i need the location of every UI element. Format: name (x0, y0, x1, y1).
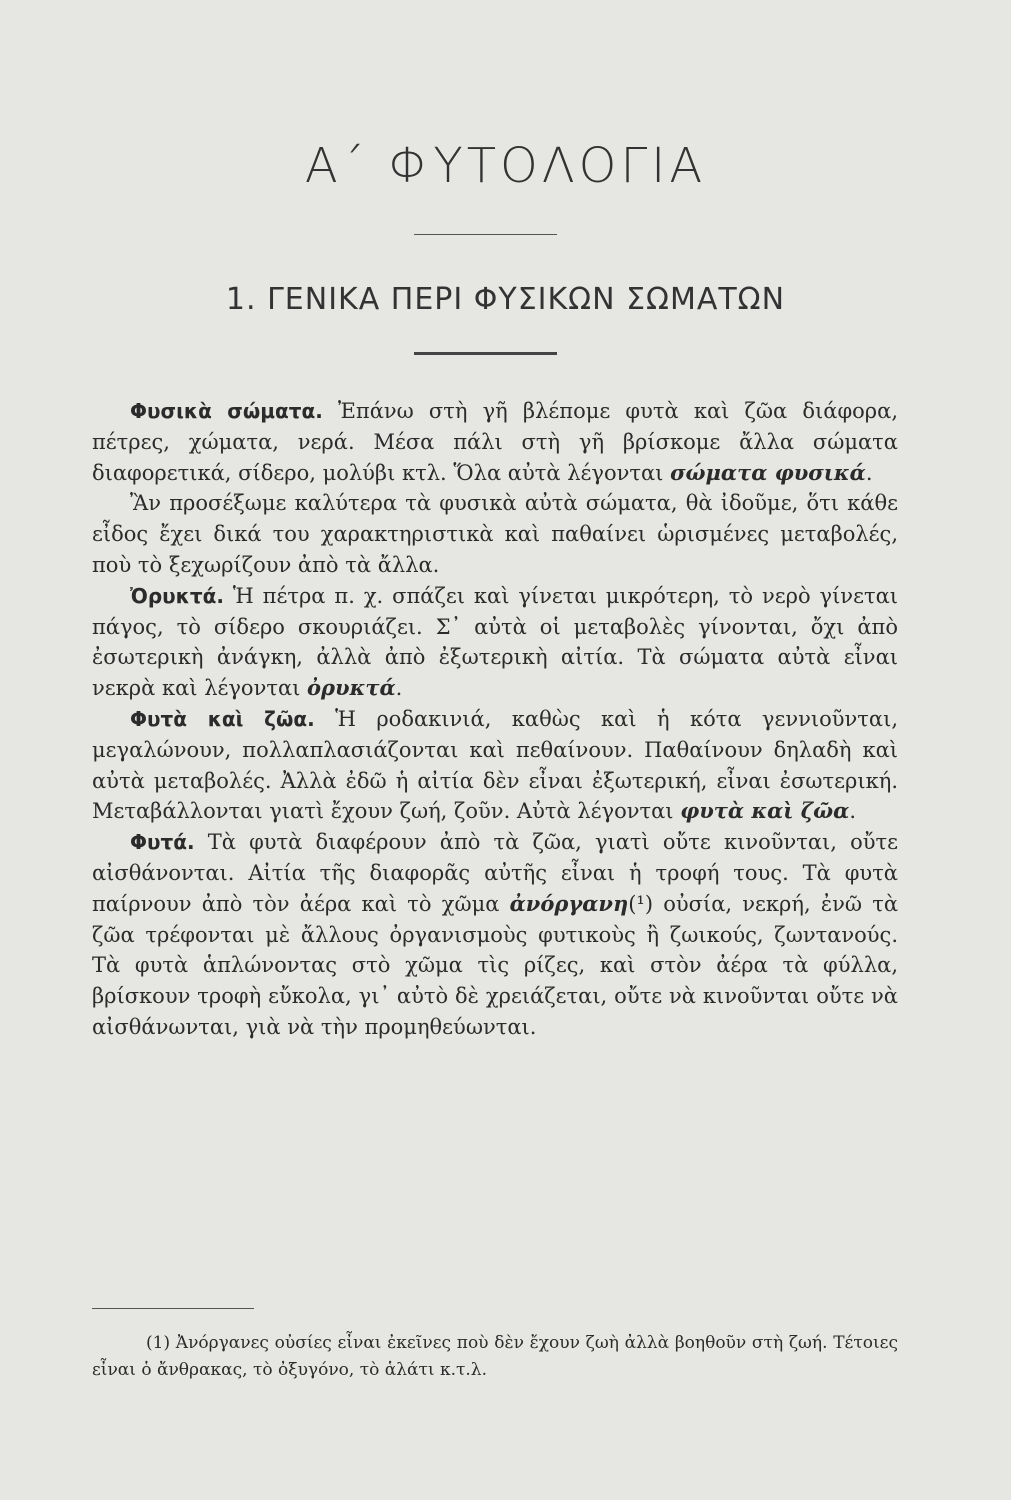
key-term: σώματα φυσικά (670, 459, 866, 485)
paragraph-lead: Ὀρυκτά. (130, 583, 224, 608)
chapter-divider (414, 234, 557, 235)
paragraph-text-continued: οὐσία, νεκρή, ἐνῶ τὰ ζῶα τρέφονται μὲ ἄλλους ὀργανισμοὺς φυτικοὺς ἢ ζωικούς, ζωντανούς. Τὰ φυτὰ ἁπλώνοντας στὸ χῶμα τὶς ρίζες, καὶ στὸν ἀέρα τὰ φύλλα, βρίσκουν τροφὴ εὔκολα, γι᾽ αὐτὸ δὲ χρειάζεται, οὔτε νὰ κινοῦνται οὔτε νὰ αἰσθάνωνται, γιὰ νὰ τὴν προμηθεύωνται. (92, 891, 899, 1039)
paragraph-end: . (395, 676, 403, 701)
paragraph-text: Ἐπάνω στὴ γῆ βλέπομε φυτὰ καὶ ζῶα διάφορα, πέτρες, χώματα, νερά. Μέσα πάλι στὴ γῆ βρίσκομε ἄλλα σώματα διαφορετικά, σίδερο, μολύβι κτλ. Ὅλα αὐτὰ λέγονται (92, 399, 899, 485)
paragraph-plants-animals (92, 704, 898, 827)
footnote (92, 1330, 898, 1384)
paragraph-text: Ἡ πέτρα π. χ. σπάζει καὶ γίνεται μικρότερη, τὸ νερὸ γίνεται πάγος, τὸ σίδερο σκουριάζει. Σ᾽ αὐτὰ οἱ μεταβολὲς γίνονται, ὄχι ἀπὸ ἐσωτερικὴ ἀνάγκη, ἀλλὰ ἀπὸ ἐξωτερικὴ αἰτία. Τὰ σώματα αὐτὰ εἶναι νεκρὰ καὶ λέγονται (92, 583, 898, 701)
paragraph-plants (92, 827, 898, 1043)
footnote-text: (1) Ἀνόργανες οὐσίες εἶναι ἐκεῖνες ποὺ δὲν ἔχουν ζωὴ ἀλλὰ βοηθοῦν στὴ ζωή. Τέτοιες εἶναι ὁ ἄνθρακας, τὸ ὀξυγόνο, τὸ ἁλάτι κ.τ.λ. (92, 1333, 898, 1380)
paragraph-text: Τὰ φυτὰ διαφέρουν ἀπὸ τὰ ζῶα, γιατὶ οὔτε κινοῦνται, οὔτε αἰσθάνονται. Αἰτία τῆς διαφορᾶς αὐτῆς εἶναι ἡ τροφή τους. Τὰ φυτὰ παίρνουν ἀπὸ τὸν ἀέρα καὶ τὸ χῶμα (92, 830, 898, 916)
chapter-title: Α΄ ΦΥΤΟΛΟΓΙΑ (304, 138, 707, 194)
section-divider (414, 352, 557, 355)
body-text (92, 396, 898, 1043)
footnote-divider (92, 1308, 254, 1309)
paragraph-end: . (865, 460, 873, 485)
paragraph-end: . (849, 799, 857, 824)
paragraph-lead: Φυτά. (130, 830, 195, 855)
footnote-ref[interactable]: (¹) (628, 891, 654, 916)
paragraph-lead: Φυσικὰ σώματα. (130, 399, 323, 423)
paragraph-minerals (92, 581, 898, 704)
paragraph-physical-bodies (92, 396, 898, 488)
key-term: φυτὰ καὶ ζῶα (680, 798, 850, 824)
paragraph-text: Ἂν προσέξωμε καλύτερα τὰ φυσικὰ αὐτὰ σώματα, θὰ ἰδοῦμε, ὅτι κάθε εἶδος ἔχει δικά του χαρακτηριστικὰ καὶ παθαίνει ὡρισμένες μεταβολές, ποὺ τὸ ξεχωρίζουν ἀπὸ τὰ ἄλλα. (92, 491, 898, 577)
key-term: ἀνόργανη (509, 890, 629, 916)
section-title: 1. ΓΕΝΙΚΑ ΠΕΡΙ ΦΥΣΙΚΩΝ ΣΩΜΑΤΩΝ (225, 282, 786, 317)
paragraph-text: Ἡ ροδακινιά, καθὼς καὶ ἡ κότα γεννιοῦνται, μεγαλώνουν, πολλαπλασιάζονται καὶ πεθαίνουν. Παθαίνουν δηλαδὴ καὶ αὐτὰ μεταβολές. Ἀλλὰ ἐδῶ ἡ αἰτία δὲν εἶναι ἐξωτερική, εἶναι ἐσωτερική. Μεταβάλλονται γιατὶ ἔχουν ζωή, ζοῦν. Αὐτὰ λέγονται (92, 706, 898, 824)
paragraph-lead: Φυτὰ καὶ ζῶα. (130, 706, 315, 731)
key-term: ὀρυκτά (307, 675, 396, 701)
paragraph-observation (92, 488, 898, 580)
